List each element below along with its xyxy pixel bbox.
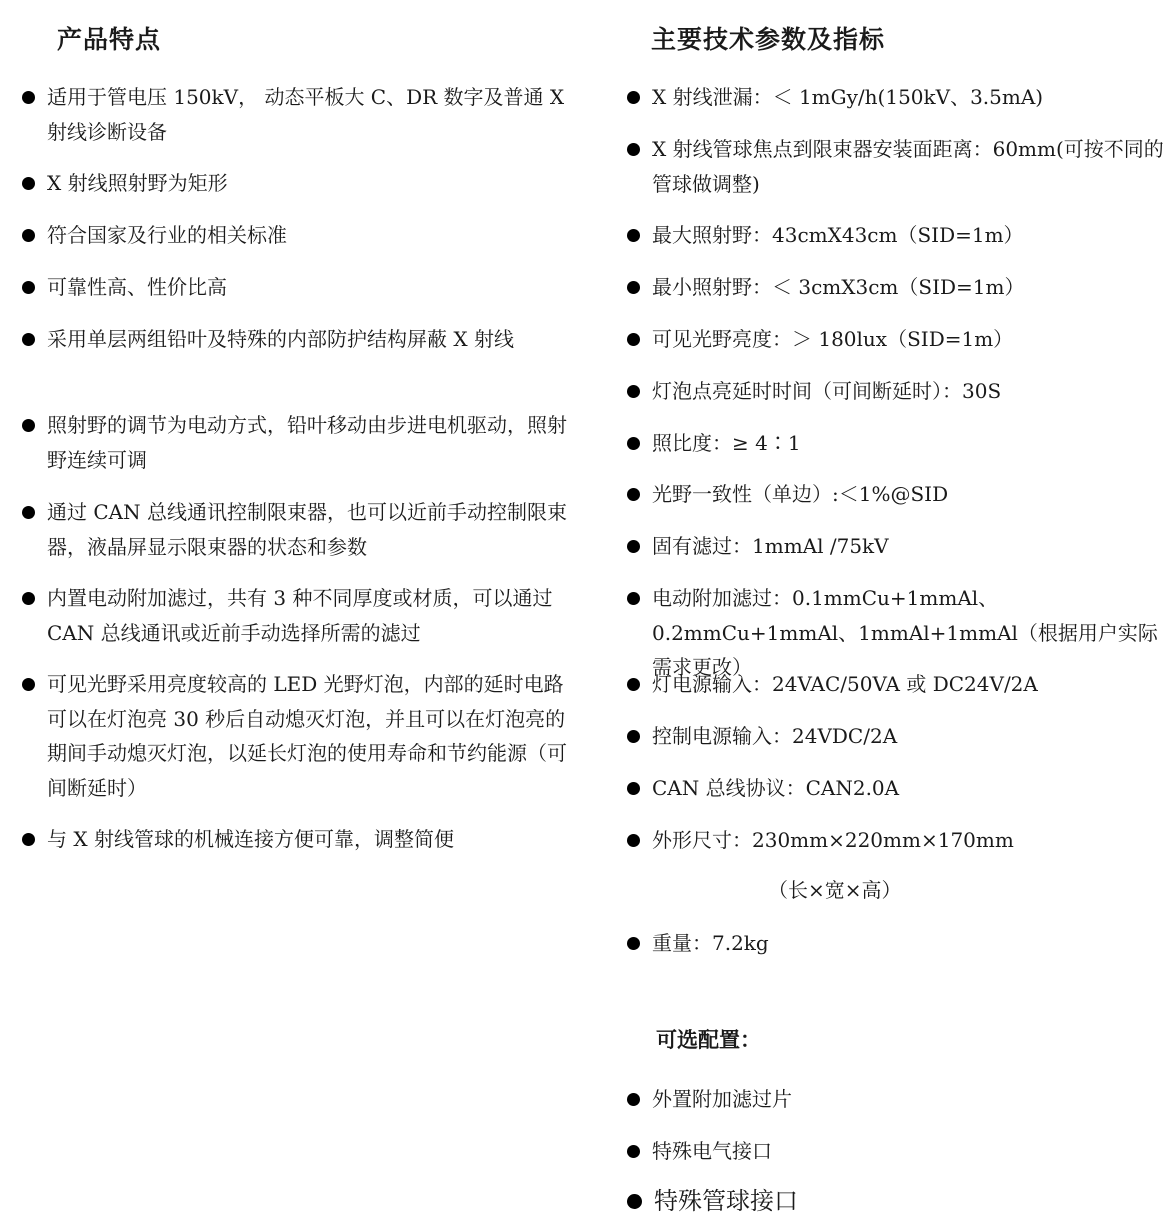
bullet-icon — [22, 506, 35, 519]
spec-item: 重量：7.2kg — [652, 931, 769, 955]
list-item: 通过 CAN 总线通讯控制限束器，也可以近前手动控制限束器，液晶屏显示限束器的状态和参数 — [47, 500, 567, 559]
bullet-icon — [627, 1194, 642, 1209]
list-item: 符合国家及行业的相关标准 — [47, 223, 287, 247]
specs-heading: 主要技术参数及指标 — [651, 25, 886, 54]
list-item: 照射野的调节为电动方式，铅叶移动由步进电机驱动，照射野连续可调 — [47, 413, 567, 472]
spec-item: CAN 总线协议：CAN2.0A — [652, 776, 900, 800]
bullet-icon — [627, 385, 640, 398]
bullet-icon — [22, 419, 35, 432]
list-item: 内置电动附加滤过，共有 3 种不同厚度或材质，可以通过 CAN 总线通讯或近前手动选择所需的滤过 — [47, 586, 553, 645]
bullet-icon — [627, 229, 640, 242]
spec-item: X 射线泄漏：＜ 1mGy/h(150kV、3.5mA) — [652, 85, 1044, 109]
bullet-icon — [627, 678, 640, 691]
option-item: 特殊电气接口 — [652, 1139, 772, 1163]
bullet-icon — [627, 333, 640, 346]
spec-item: 可见光野亮度：＞ 180lux（SID=1m） — [652, 327, 1014, 351]
bullet-icon — [627, 540, 640, 553]
bullet-icon — [627, 730, 640, 743]
list-item: 适用于管电压 150kV， 动态平板大 C、DR 数字及普通 X 射线诊断设备 — [47, 85, 565, 144]
bullet-icon — [627, 782, 640, 795]
features-heading: 产品特点 — [57, 25, 162, 54]
bullet-icon — [627, 437, 640, 450]
bullet-icon — [22, 281, 35, 294]
option-item: 外置附加滤过片 — [652, 1087, 792, 1111]
bullet-icon — [22, 833, 35, 846]
bullet-icon — [22, 333, 35, 346]
option-item: 特殊管球接口 — [654, 1187, 798, 1215]
bullet-icon — [627, 488, 640, 501]
spec-item: 灯泡点亮延时时间（可间断延时）：30S — [652, 379, 1002, 403]
spec-item: 外形尺寸：230mm×220mm×170mm — [652, 828, 1014, 852]
spec-item: X 射线管球焦点到限束器安装面距离：60mm(可按不同的管球做调整) — [652, 137, 1164, 196]
spec-item: 照比度：≥ 4∶1 — [652, 431, 801, 455]
bullet-icon — [627, 592, 640, 605]
bullet-icon — [627, 1145, 640, 1158]
list-item: 与 X 射线管球的机械连接方便可靠，调整简便 — [47, 827, 454, 851]
bullet-icon — [627, 91, 640, 104]
bullet-icon — [627, 1093, 640, 1106]
bullet-icon — [22, 91, 35, 104]
spec-item: 光野一致性（单边）:＜1%@SID — [652, 482, 949, 506]
bullet-icon — [22, 229, 35, 242]
bullet-icon — [22, 678, 35, 691]
list-item: 采用单层两组铅叶及特殊的内部防护结构屏蔽 X 射线 — [47, 327, 514, 351]
bullet-icon — [627, 937, 640, 950]
bullet-icon — [627, 143, 640, 156]
dimension-note: （长×宽×高） — [768, 878, 902, 902]
bullet-icon — [22, 177, 35, 190]
spec-item: 固有滤过：1mmAl /75kV — [652, 534, 889, 558]
options-heading: 可选配置： — [656, 1027, 761, 1052]
bullet-icon — [627, 834, 640, 847]
bullet-icon — [22, 592, 35, 605]
spec-item: 灯电源输入：24VAC/50VA 或 DC24V/2A — [652, 672, 1038, 696]
spec-item: 最大照射野：43cmX43cm（SID=1m） — [652, 223, 1024, 247]
spec-item: 最小照射野：＜ 3cmX3cm（SID=1m） — [652, 275, 1025, 299]
list-item: 可靠性高、性价比高 — [47, 275, 227, 299]
list-item: X 射线照射野为矩形 — [47, 171, 228, 195]
list-item: 可见光野采用亮度较高的 LED 光野灯泡，内部的延时电路可以在灯泡亮 30 秒后自动熄灭灯泡，并且可以在灯泡亮的期间手动熄灭灯泡，以延长灯泡的使用寿命和节约能源（可间断延时） — [47, 672, 567, 800]
bullet-icon — [627, 281, 640, 294]
spec-item: 电动附加滤过：0.1mmCu+1mmAl、0.2mmCu+1mmAl、1mmAl+1mmAl（根据用户实际需求更改） — [652, 586, 1158, 679]
spec-item: 控制电源输入：24VDC/2A — [652, 724, 898, 748]
